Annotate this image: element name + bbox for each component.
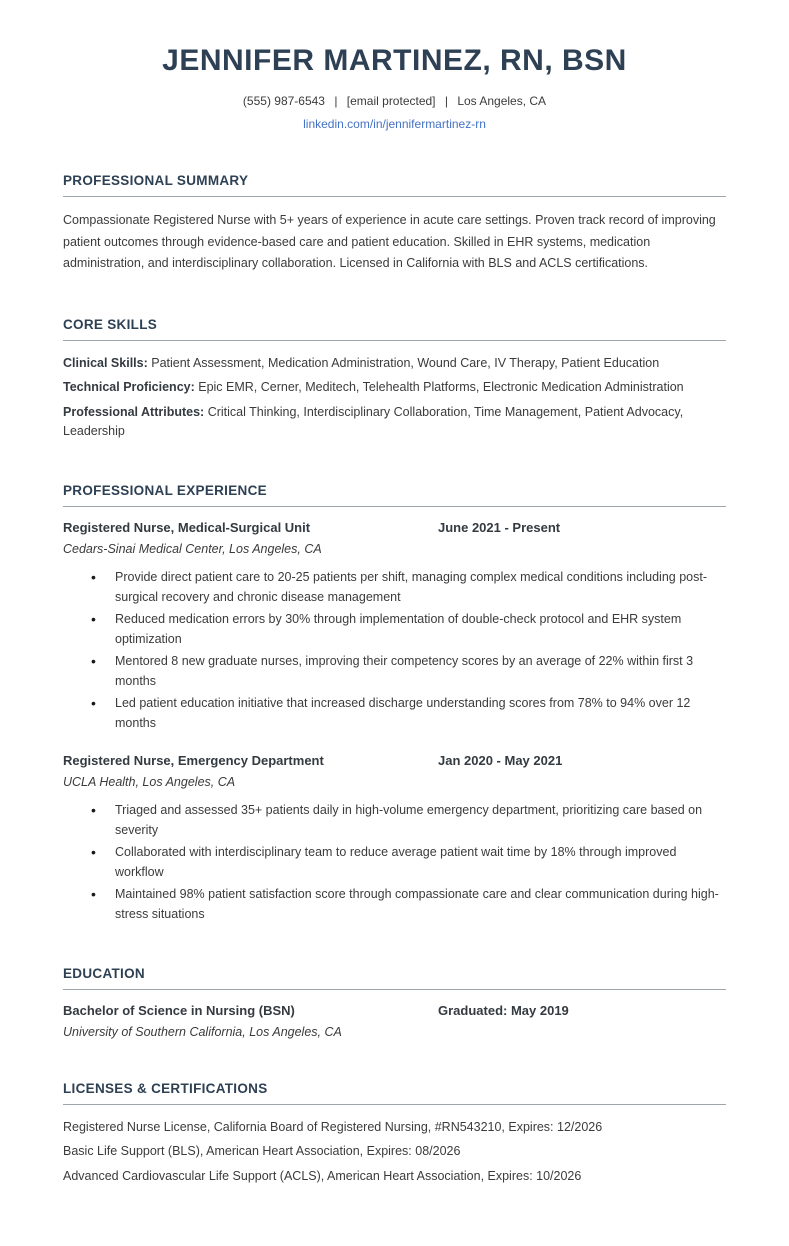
linkedin-link[interactable]: linkedin.com/in/jennifermartinez-rn xyxy=(303,117,486,131)
education-degree: Bachelor of Science in Nursing (BSN) xyxy=(63,1002,295,1018)
skill-text: Critical Thinking, Interdisciplinary Collaboration, Time Management, Patient Advocacy, Leadership xyxy=(63,405,684,438)
job-bullet: • Led patient education initiative that increased discharge understanding scores from 78% to 94% over 12 months xyxy=(63,693,726,733)
job-bullet: • Mentored 8 new graduate nurses, improving their competency scores by an average of 22% within first 3 months xyxy=(63,651,726,691)
job-dates: Jan 2020 - May 2021 xyxy=(438,752,563,768)
separator: | xyxy=(444,94,448,108)
job-bullet-list xyxy=(63,800,726,924)
job-bullet: • Reduced medication errors by 30% through implementation of double-check protocol and EHR system optimization xyxy=(63,609,726,649)
separator: | xyxy=(334,94,338,108)
location-text: Los Angeles, CA xyxy=(457,94,547,108)
candidate-name: JENNIFER MARTINEZ, RN, BSN xyxy=(162,44,627,77)
job-bullet-list xyxy=(63,567,726,733)
section-title-licenses-certifications: LICENSES & CERTIFICATIONS xyxy=(63,1081,726,1105)
license-line-acls: Advanced Cardiovascular Life Support (ACLS), American Heart Association, Expires: 10/2026 xyxy=(63,1169,582,1183)
job-bullet: • Provide direct patient care to 20-25 patients per shift, managing complex medical conditions including post-surgical recovery and chronic disease management xyxy=(63,567,726,607)
section-title-professional-experience: PROFESSIONAL EXPERIENCE xyxy=(63,483,726,507)
skill-line-technical xyxy=(63,378,726,397)
education-dates: Graduated: May 2019 xyxy=(438,1002,569,1018)
job-bullet: • Collaborated with interdisciplinary team to reduce average patient wait time by 18% through improved workflow xyxy=(63,842,726,882)
section-education xyxy=(63,966,726,1039)
contact-line xyxy=(63,94,726,108)
job-title: Registered Nurse, Medical-Surgical Unit xyxy=(63,519,311,535)
skill-label: Technical Proficiency: xyxy=(63,380,195,395)
section-professional-summary xyxy=(63,173,726,275)
job-entry-medical-surgical xyxy=(63,520,726,733)
phone-number: (555) 987-6543 xyxy=(242,94,325,108)
job-dates: June 2021 - Present xyxy=(438,519,561,535)
job-entry-emergency-department xyxy=(63,753,726,924)
section-title-education: EDUCATION xyxy=(63,966,726,990)
skill-text: Patient Assessment, Medication Administration, Wound Care, IV Therapy, Patient Education xyxy=(147,355,660,370)
job-title: Registered Nurse, Emergency Department xyxy=(63,752,324,768)
section-professional-experience xyxy=(63,483,726,924)
email-address: [email protected] xyxy=(346,94,436,108)
education-header xyxy=(63,1003,726,1018)
job-bullet: • Triaged and assessed 35+ patients daily in high-volume emergency department, prioritizing care based on severity xyxy=(63,800,726,840)
skill-line-clinical xyxy=(63,354,726,373)
linkedin-line xyxy=(63,117,726,131)
section-licenses-certifications xyxy=(63,1081,726,1186)
job-bullet: • Maintained 98% patient satisfaction score through compassionate care and clear communication during high-stress situations xyxy=(63,884,726,924)
section-core-skills xyxy=(63,317,726,441)
section-title-core-skills: CORE SKILLS xyxy=(63,317,726,341)
job-header xyxy=(63,520,726,535)
skill-line-attributes xyxy=(63,403,726,441)
resume-header xyxy=(63,44,726,131)
job-company: UCLA Health, Los Angeles, CA xyxy=(63,774,236,789)
skill-label: Clinical Skills: xyxy=(63,355,148,370)
job-company: Cedars-Sinai Medical Center, Los Angeles, CA xyxy=(63,541,322,556)
education-school: University of Southern California, Los Angeles, CA xyxy=(63,1024,342,1039)
job-header xyxy=(63,753,726,768)
license-line-bls: Basic Life Support (BLS), American Heart Association, Expires: 08/2026 xyxy=(63,1144,461,1159)
license-line-rn: Registered Nurse License, California Board of Registered Nursing, #RN543210, Expires: 12/2026 xyxy=(63,1119,603,1134)
section-title-professional-summary: PROFESSIONAL SUMMARY xyxy=(63,173,726,197)
skill-label: Professional Attributes: xyxy=(63,405,205,419)
skill-text: Epic EMR, Cerner, Meditech, Telehealth Platforms, Electronic Medication Administration xyxy=(194,380,684,395)
summary-paragraph: Compassionate Registered Nurse with 5+ years of experience in acute care settings. Proven track record of improving patient outcomes through evidence-based care and patient education. Skilled in EHR systems, medication administration, and interdisciplinary collaboration. Licensed in California with BLS and ACLS certifications. xyxy=(63,213,716,270)
